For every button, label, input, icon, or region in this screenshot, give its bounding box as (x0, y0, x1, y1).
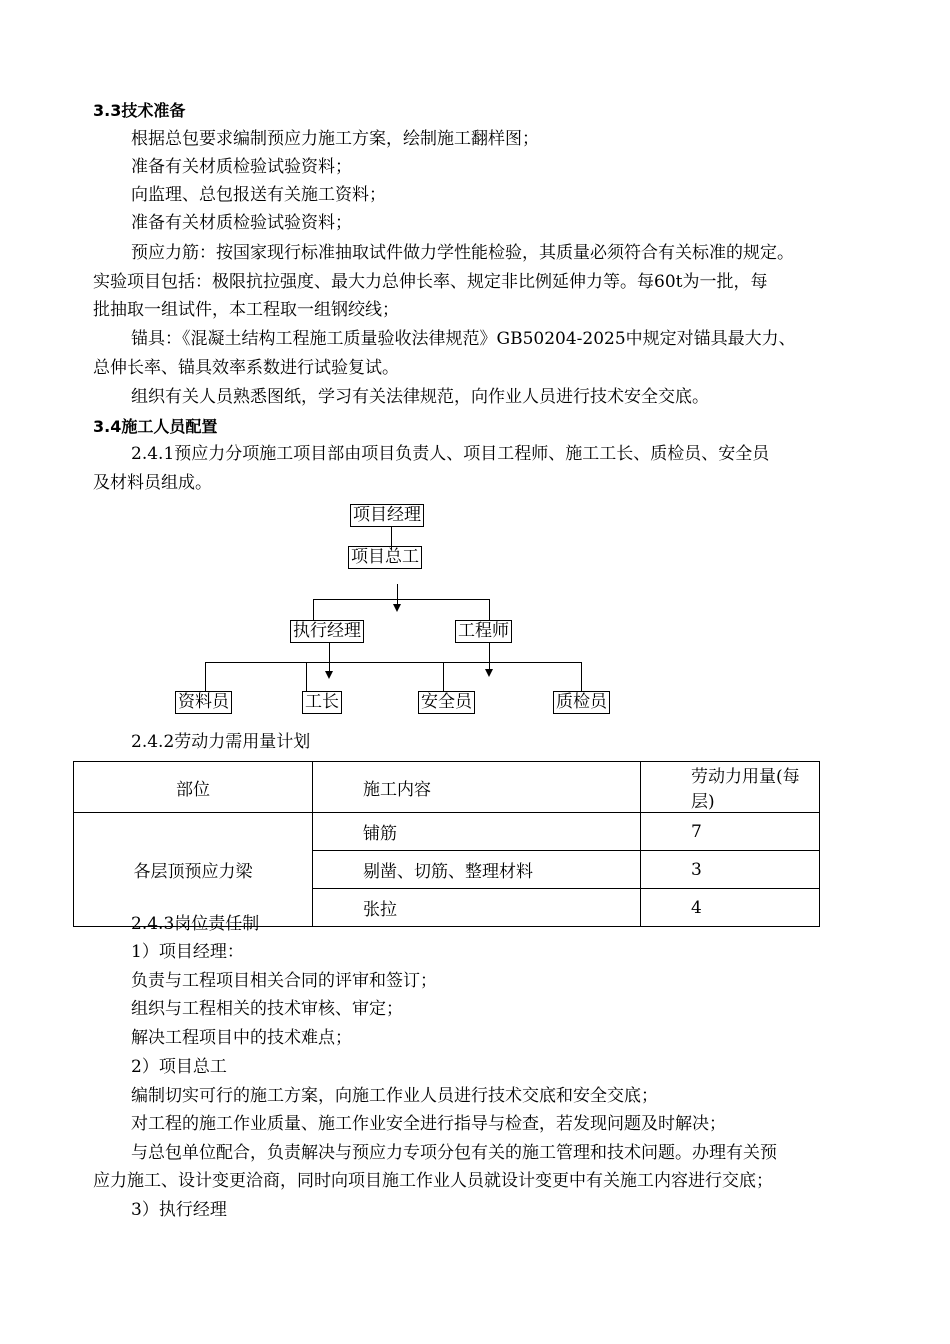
org-connector (397, 584, 398, 604)
org-connector (306, 662, 307, 692)
table-row (74, 813, 820, 851)
table-header-cell: 部位 (74, 762, 313, 813)
org-node-engineer: 工程师 (455, 620, 512, 643)
org-connector (489, 599, 490, 621)
org-node-foreman: 工长 (302, 691, 342, 714)
org-node-project-manager: 项目经理 (350, 504, 424, 527)
labor-table (73, 761, 820, 927)
org-connector (443, 662, 444, 692)
paragraph-line: 根据总包要求编制预应力施工方案，绘制施工翻样图； (131, 129, 539, 149)
org-connector (205, 662, 206, 692)
table-header-cell: 劳动力用量(每层) (641, 762, 820, 813)
paragraph-line: 锚具：《混凝土结构工程施工质量验收法律规范》GB50204-2025中规定对锚具最大力、 (131, 329, 796, 349)
org-connector (313, 599, 489, 600)
arrow-down-icon (485, 669, 493, 677)
duties-caption: 2.4.3岗位责任制 (131, 914, 260, 934)
paragraph-line: 准备有关材质检验试验资料； (131, 213, 352, 233)
org-node-quality-inspector: 质检员 (553, 691, 610, 714)
org-node-executive-manager: 执行经理 (290, 620, 364, 643)
duty-item: 组织与工程相关的技术审核、审定； (131, 999, 403, 1019)
table-header-row (74, 762, 820, 813)
paragraph-line: 批抽取一组试件，本工程取一组钢绞线； (93, 300, 399, 320)
table-cell-count: 7 (641, 813, 820, 851)
org-node-chief-engineer: 项目总工 (348, 546, 422, 569)
table-cell-count: 4 (641, 889, 820, 927)
table-cell-task: 剔凿、切筋、整理材料 (313, 851, 641, 889)
paragraph-line: 实验项目包括：极限抗拉强度、最大力总伸长率、规定非比例延伸力等。每60t为一批，每 (93, 272, 768, 292)
paragraph-line: 向监理、总包报送有关施工资料； (131, 185, 386, 205)
duty-title: 2）项目总工 (131, 1057, 227, 1077)
table-cell-task: 张拉 (313, 889, 641, 927)
paragraph-line: 预应力筋：按国家现行标准抽取试件做力学性能检验，其质量必须符合有关标准的规定。 (131, 243, 794, 263)
duty-item: 与总包单位配合，负责解决与预应力专项分包有关的施工管理和技术问题。办理有关预 (131, 1143, 777, 1163)
labor-caption: 2.4.2劳动力需用量计划 (131, 732, 311, 752)
table-cell-count: 3 (641, 851, 820, 889)
arrow-down-icon (393, 604, 401, 612)
table-header-cell: 施工内容 (313, 762, 641, 813)
org-connector (205, 662, 581, 663)
paragraph-line: 及材料员组成。 (93, 473, 212, 493)
org-connector (581, 662, 582, 692)
org-node-safety-officer: 安全员 (418, 691, 475, 714)
paragraph-line: 2.4.1预应力分项施工项目部由项目负责人、项目工程师、施工工长、质检员、安全员 (131, 444, 770, 464)
paragraph-line: 准备有关材质检验试验资料； (131, 157, 352, 177)
section-heading-3-3: 3.3技术准备 (93, 101, 186, 120)
duty-title: 1）项目经理： (131, 942, 244, 962)
paragraph-line: 总伸长率、锚具效率系数进行试验复试。 (93, 358, 399, 378)
section-heading-3-4: 3.4施工人员配置 (93, 417, 218, 436)
table-cell-task: 铺筋 (313, 813, 641, 851)
duty-item: 对工程的施工作业质量、施工作业安全进行指导与检查，若发现问题及时解决； (131, 1114, 726, 1134)
duty-item: 解决工程项目中的技术难点； (131, 1028, 352, 1048)
org-connector (329, 643, 330, 671)
org-connector (313, 599, 314, 621)
duty-title: 3）执行经理 (131, 1200, 227, 1220)
duty-item: 编制切实可行的施工方案，向施工作业人员进行技术交底和安全交底； (131, 1086, 658, 1106)
arrow-down-icon (325, 671, 333, 679)
duty-item: 应力施工、设计变更洽商，同时向项目施工作业人员就设计变更中有关施工内容进行交底； (93, 1171, 773, 1191)
duty-item: 负责与工程项目相关合同的评审和签订； (131, 971, 437, 991)
table-cell-part: 各层顶预应力梁 (74, 813, 313, 927)
paragraph-line: 组织有关人员熟悉图纸，学习有关法律规范，向作业人员进行技术安全交底。 (131, 387, 709, 407)
org-connector (489, 643, 490, 669)
org-node-document-clerk: 资料员 (175, 691, 232, 714)
